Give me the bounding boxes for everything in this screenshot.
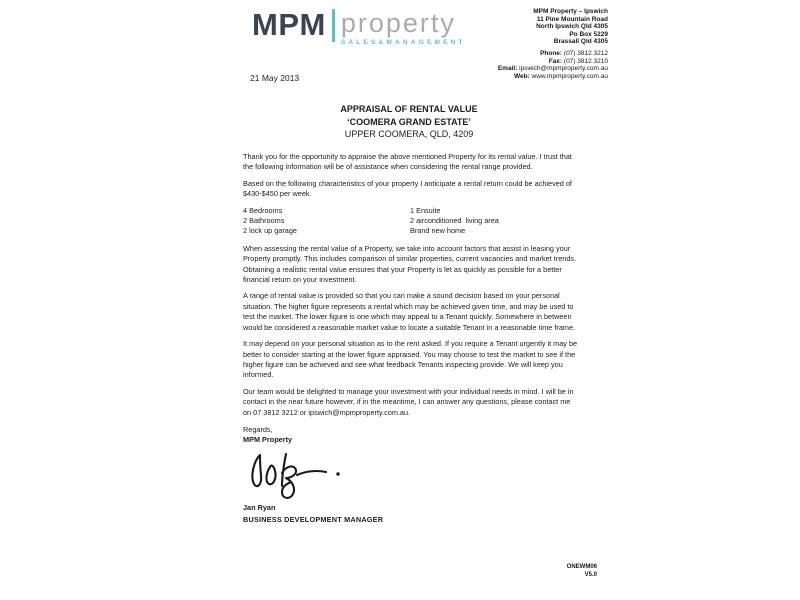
signatory-name: Jan Ryan: [243, 503, 276, 513]
signature-handwriting: [245, 448, 365, 500]
closing-block: [243, 425, 580, 446]
paragraph-rental-range: Based on the following characteristics of your property I anticipate a rental return could be achieved of $430-$450 per week.: [243, 178, 572, 199]
office-contacts: [438, 50, 608, 80]
features-column-left: [243, 206, 410, 237]
fax-number: (07) 3812 3210: [563, 57, 608, 65]
features-column-right: [410, 206, 499, 237]
office-details-block: [438, 8, 608, 80]
signatory-title: BUSINESS DEVELOPMENT MANAGER: [243, 514, 384, 524]
office-address-line: 11 Pine Mountain Road: [536, 15, 608, 23]
title-line-1: APPRAISAL OF RENTAL VALUE: [340, 104, 478, 114]
document-version: V5.0: [584, 571, 597, 578]
mpm-logo: [252, 8, 466, 46]
logo-tagline-text: SALES&MANAGEMENT: [340, 39, 466, 46]
paragraph-rent-advice: It may depend on your personal situation as to the rent asked. If you require a Tenant urgently it may be better to consider starting at the lower figure appraised. You may choose to test the market to see if the higher figure can be achieved and see what feedback Tenants inspecting provide. We will keep you informed.: [243, 339, 578, 380]
feature-item: 2 airconditioned living area: [410, 216, 499, 226]
document-code-line: ONEWM06: [566, 564, 597, 570]
office-address-line: Brassall Qld 4305: [553, 38, 608, 46]
feature-item: 2 Bathrooms: [243, 216, 285, 226]
closing-company: MPM Property: [243, 435, 293, 445]
paragraph-range-explanation: A range of rental value is provided so that you can make a sound decision based on your personal situation. The higher figure represents a rental which may be achieved given time, and may be used to test the market. The lower figure is one which may appeal to a Tenant quickly. Somewhere in between would be considered a reasonable market value to locate a suitable Tenant in a reasonable time frame.: [243, 291, 576, 332]
email-address: ipswich@mpmproperty.com.au: [519, 65, 608, 73]
web-label: Web:: [513, 72, 530, 80]
feature-item: Brand new home: [410, 226, 466, 236]
feature-item: 4 Bedrooms: [243, 205, 283, 215]
letter-date: 21 May 2013: [250, 73, 300, 83]
logo-mpm-text: MPM: [252, 7, 326, 42]
fax-label: Fax:: [548, 57, 563, 65]
paragraph-intro: Thank you for the opportunity to appraise the above mentioned Property for its rental value. I trust that the following information will be of assistance when considering the rental range provided.: [243, 152, 572, 172]
contact-row-web: [438, 73, 608, 81]
property-features-list: [243, 206, 580, 237]
contact-row-email: [438, 65, 608, 73]
contact-row-fax: [438, 58, 608, 66]
logo-divider-bar: [332, 9, 335, 42]
office-address-line: Po Box 5229: [569, 30, 608, 38]
title-line-3: UPPER COOMERA, QLD, 4209: [344, 129, 474, 139]
logo-property-text: property: [340, 8, 456, 38]
feature-item: 1 Ensuite: [410, 205, 441, 215]
phone-number: (07) 3812 3212: [563, 49, 608, 57]
document-code: [567, 564, 597, 579]
closing-regards: Regards,: [243, 424, 273, 434]
web-address: www.mpmproperty.com.au: [531, 72, 608, 80]
paragraph-contact: Our team would be delighted to manage your investment with your individual needs in mind. I will be in contact in the near future however, if in the meantime, I can answer any questions, please contact me on 07 3812 3212 or ipswich@mpmproperty.com.au.: [243, 386, 574, 417]
phone-label: Phone:: [540, 49, 563, 57]
letter-body: [243, 152, 580, 525]
contact-row-phone: [438, 50, 608, 58]
email-label: Email:: [497, 65, 518, 73]
title-line-2: ‘COOMERA GRAND ESTATE’: [347, 116, 471, 127]
letter-title: [243, 103, 575, 141]
paragraph-assessment: When assessing the rental value of a Property, we take into account factors that assist in leasing your Property promptly. This includes comparison of similar properties, current vacancies and market trends. Obtaining a realistic rental value ensures that your Property is let as quickly as possible for a better financial return on your investment.: [243, 243, 577, 285]
office-name: MPM Property – Ipswich: [533, 8, 608, 15]
feature-item: 2 lock up garage: [243, 226, 297, 236]
office-address-line: North Ipswich Qld 4305: [536, 23, 608, 31]
